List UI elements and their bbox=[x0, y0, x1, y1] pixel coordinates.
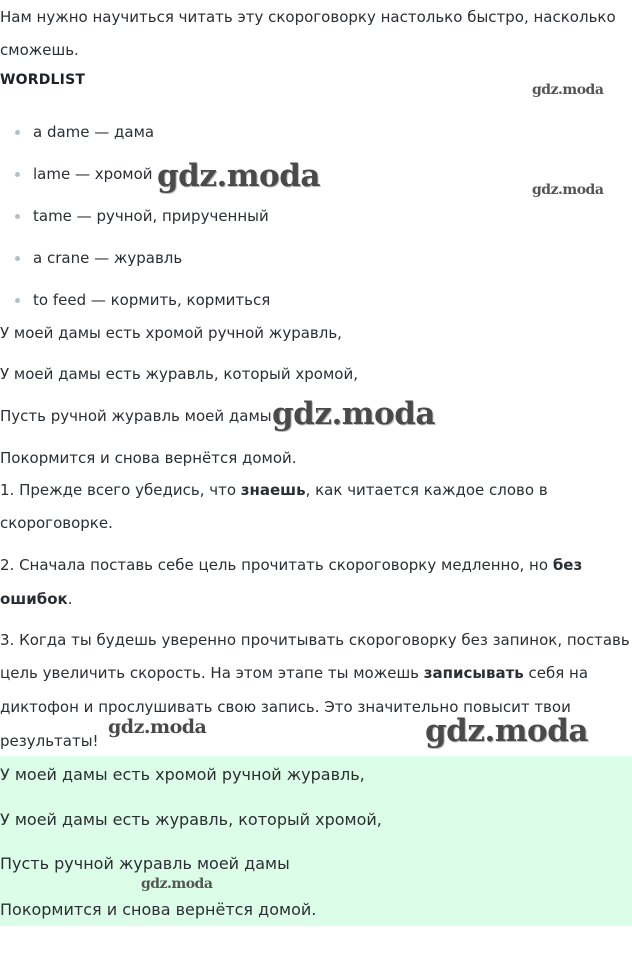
poem-line-4: Покормится и снова вернётся домой. bbox=[0, 449, 297, 467]
highlighted-poem-line-1: У моей дамы есть хромой ручной журавль, bbox=[0, 765, 365, 784]
step-2-bold-1: без bbox=[552, 556, 583, 574]
highlighted-poem-line-3: Пусть ручной журавль моей дамы bbox=[0, 854, 290, 873]
highlighted-poem-line-2: У моей дамы есть журавль, который хромой, bbox=[0, 810, 382, 829]
list-item-text: a dame — дама bbox=[33, 123, 155, 141]
bullet-icon bbox=[15, 214, 20, 219]
list-item bbox=[0, 118, 270, 160]
list-item bbox=[0, 202, 270, 244]
bullet-icon bbox=[15, 172, 20, 177]
wordlist bbox=[0, 118, 270, 328]
step-3-line-1: 3. Когда ты будешь уверенно прочитывать скороговорку без запинок, поставь bbox=[0, 631, 630, 649]
step-3-bold: записывать bbox=[423, 664, 524, 682]
step-2-line-1 bbox=[0, 554, 582, 576]
step-1-text: 1. Прежде всего убедись, что bbox=[0, 481, 241, 499]
highlighted-poem-box bbox=[0, 756, 632, 926]
poem-line-1: У моей дамы есть хромой ручной журавль, bbox=[0, 324, 342, 342]
bullet-icon bbox=[15, 298, 20, 303]
wordlist-heading: WORDLIST bbox=[0, 72, 86, 88]
bullet-icon bbox=[15, 130, 20, 135]
highlighted-poem-line-4: Покормится и снова вернётся домой. bbox=[0, 900, 317, 919]
poem-line-2: У моей дамы есть журавль, который хромой, bbox=[0, 365, 358, 383]
watermark: gdz.moda bbox=[272, 396, 435, 432]
step-1-text-end: , как читается каждое слово в bbox=[305, 481, 548, 499]
watermark: gdz.moda bbox=[532, 82, 604, 98]
watermark: gdz.moda bbox=[157, 158, 320, 194]
step-1-line-1 bbox=[0, 479, 548, 501]
bullet-icon bbox=[15, 256, 20, 261]
watermark: gdz.moda bbox=[425, 713, 588, 749]
list-item bbox=[0, 244, 270, 286]
list-item-text: lame — хромой bbox=[33, 165, 153, 183]
watermark: gdz.moda bbox=[141, 876, 213, 892]
list-item-text: to feed — кормить, кормиться bbox=[33, 291, 271, 309]
intro-text-line-1: Нам нужно научиться читать эту скороговорку настолько быстро, насколько bbox=[0, 8, 616, 26]
step-3-line-3: диктофон и прослушивать свою запись. Это значительно повысит твои bbox=[0, 698, 571, 716]
step-3-text-end: себя на bbox=[523, 664, 589, 682]
poem-line-3: Пусть ручной журавль моей дамы bbox=[0, 407, 272, 425]
watermark: gdz.moda bbox=[532, 182, 604, 198]
step-2-text: 2. Сначала поставь себе цель прочитать скороговорку медленно, но bbox=[0, 556, 553, 574]
step-3-text: цель увеличить скорость. На этом этапе ты можешь bbox=[0, 664, 424, 682]
step-1-bold: знаешь bbox=[240, 481, 306, 499]
list-item-text: a crane — журавль bbox=[33, 249, 183, 267]
step-3-line-2 bbox=[0, 662, 588, 684]
step-2-line-2 bbox=[0, 588, 73, 610]
step-1-line-2: скороговорке. bbox=[0, 514, 113, 532]
step-3-line-4: результаты! bbox=[0, 732, 99, 750]
intro-text-line-2: сможешь. bbox=[0, 41, 79, 59]
step-2-bold-2: ошибок bbox=[0, 590, 68, 608]
step-2-text-end: . bbox=[67, 590, 73, 608]
list-item-text: tame — ручной, прирученный bbox=[33, 207, 269, 225]
watermark: gdz.moda bbox=[108, 716, 207, 738]
